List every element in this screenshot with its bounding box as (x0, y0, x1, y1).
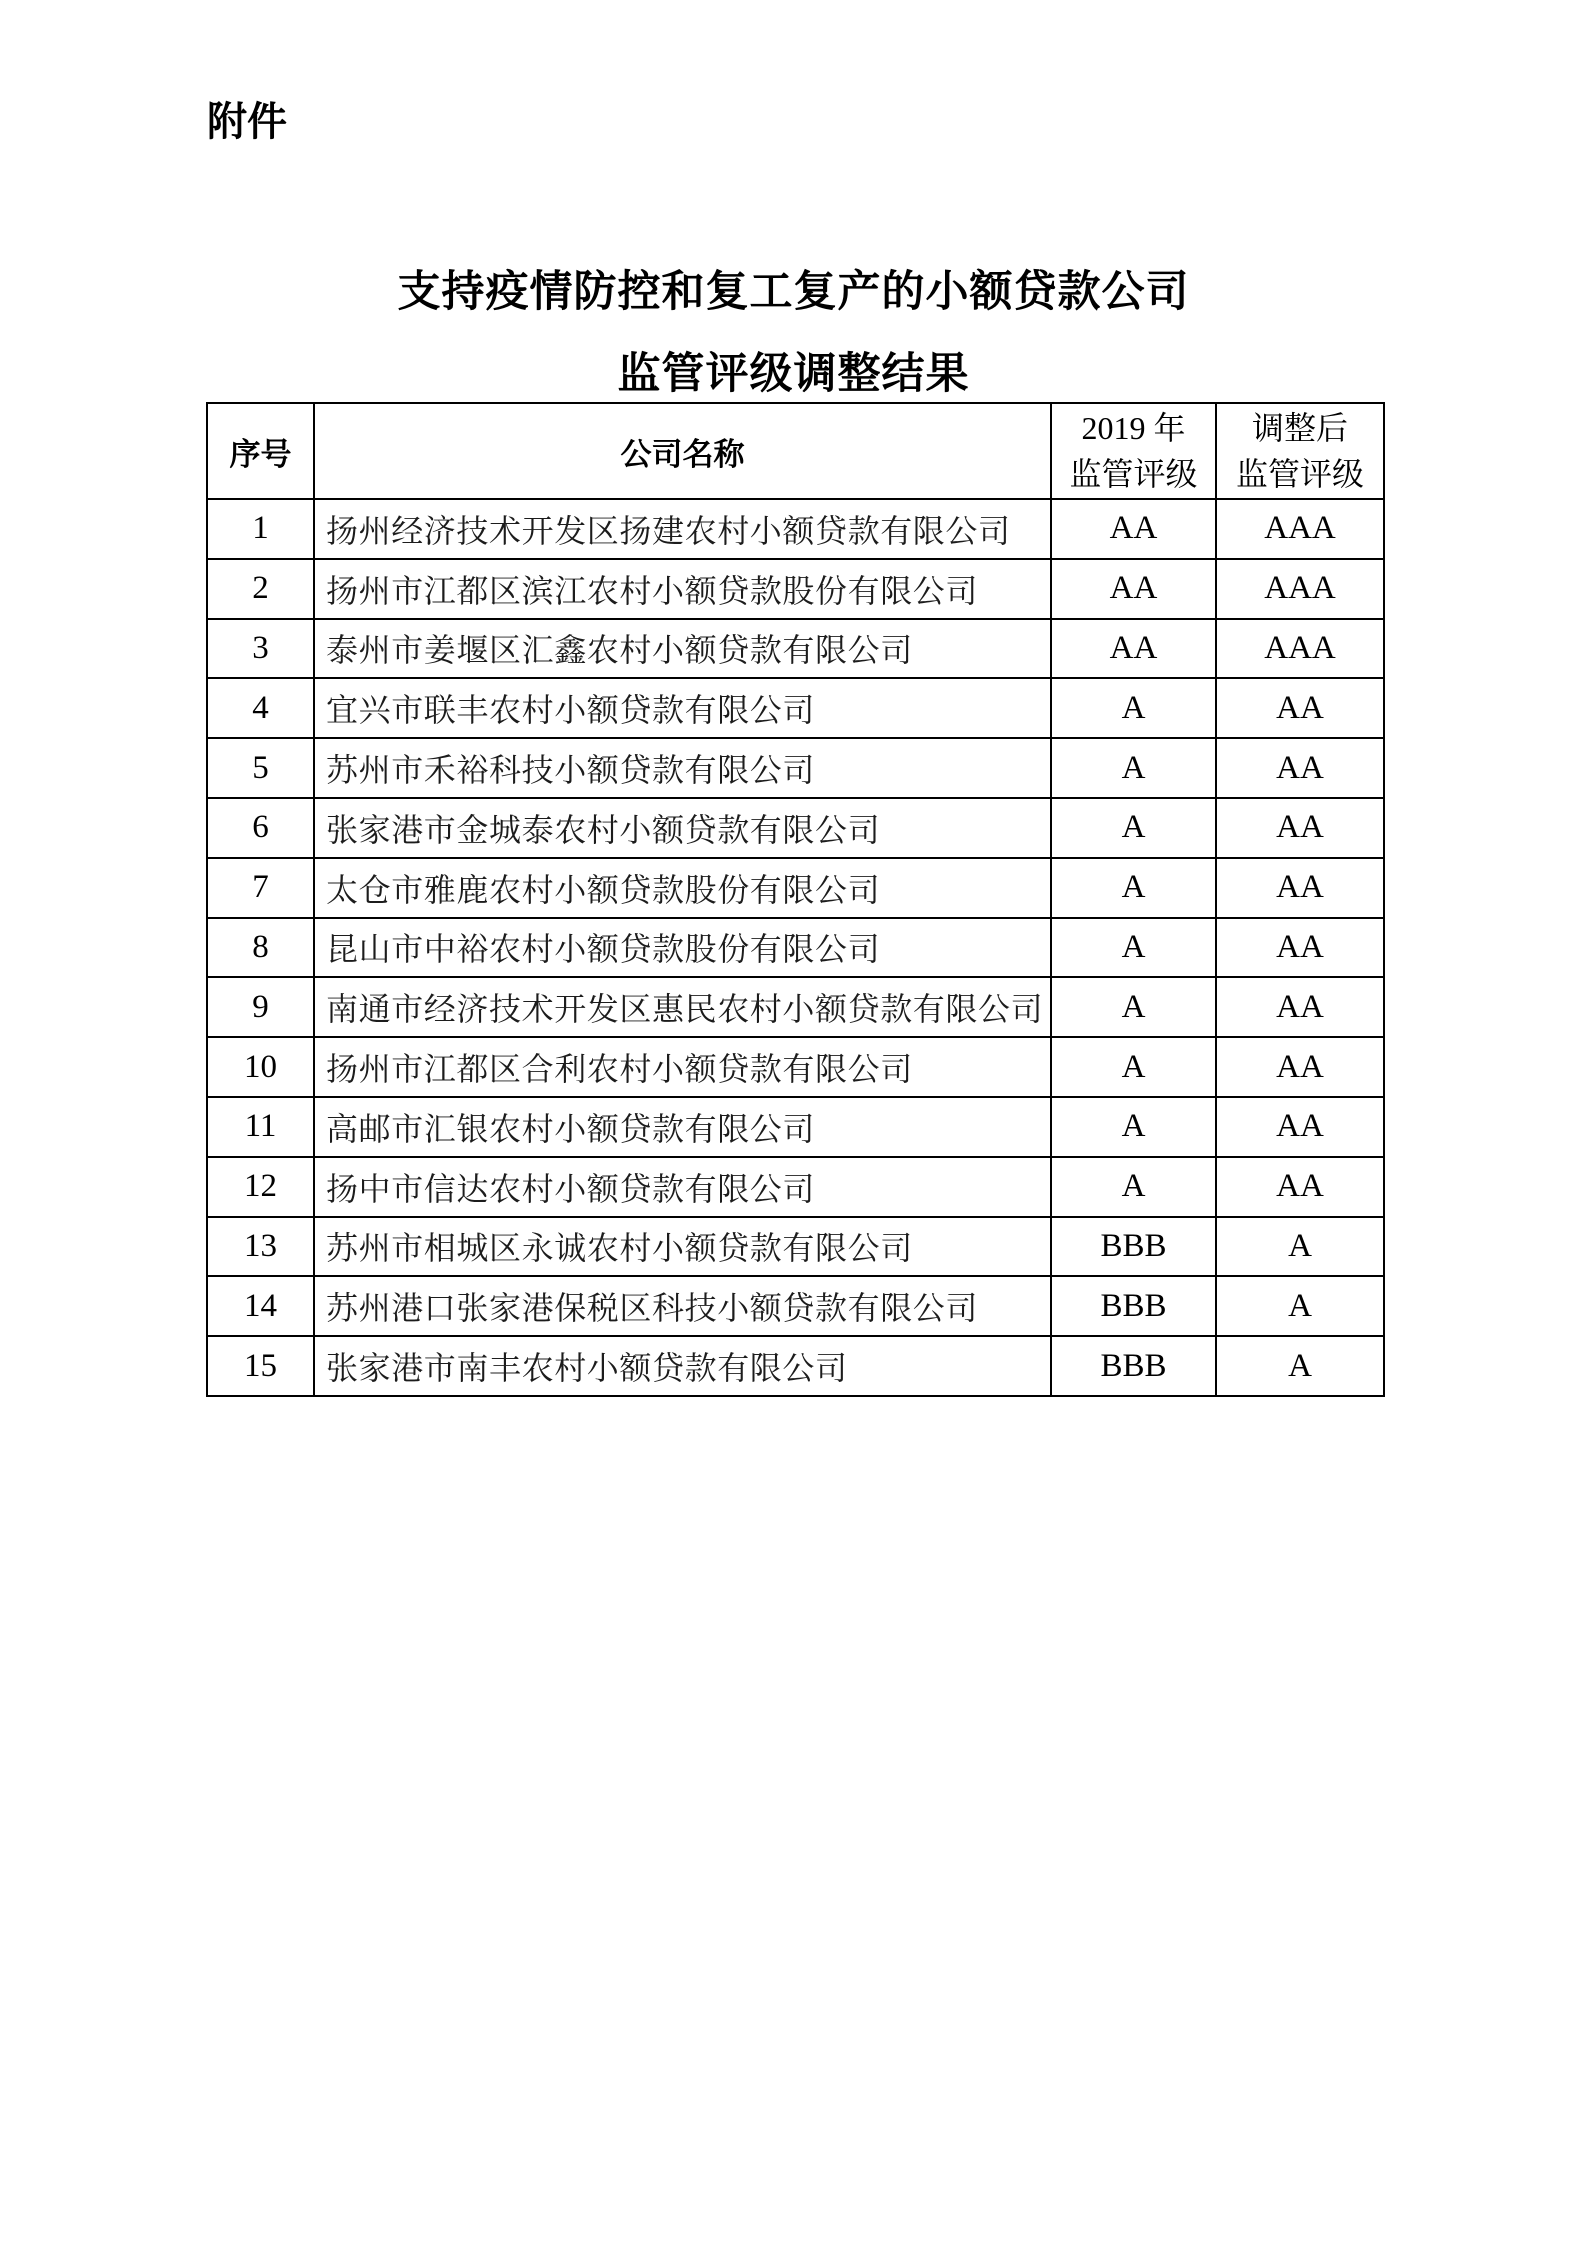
table-row (207, 499, 1384, 559)
company-name-cell: 扬州市江都区合利农村小额贷款有限公司 (314, 1037, 1051, 1097)
row-index-cell: 7 (207, 858, 314, 918)
header-rating-adjusted-line1: 调整后 (1251, 410, 1348, 446)
header-row (207, 403, 1384, 499)
table-row (207, 559, 1384, 619)
rating-adjusted-cell: AA (1216, 1037, 1384, 1097)
company-name-cell: 昆山市中裕农村小额贷款股份有限公司 (314, 918, 1051, 978)
row-index-cell: 14 (207, 1276, 314, 1336)
row-index-cell: 4 (207, 678, 314, 738)
row-index-cell: 12 (207, 1157, 314, 1217)
document-title-line2: 监管评级调整结果 (617, 351, 970, 398)
rating-adjusted-cell: AA (1216, 678, 1384, 738)
rating-adjusted-cell: AA (1216, 798, 1384, 858)
header-rating-adjusted (1216, 403, 1384, 499)
company-name-cell: 扬州市江都区滨江农村小额贷款股份有限公司 (314, 559, 1051, 619)
table-row (207, 1217, 1384, 1277)
rating-2019-cell: BBB (1051, 1336, 1216, 1396)
rating-2019-cell: AA (1051, 619, 1216, 679)
rating-adjusted-cell: AAA (1216, 499, 1384, 559)
rating-adjusted-cell: AA (1216, 858, 1384, 918)
table-row (207, 798, 1384, 858)
row-index-cell: 5 (207, 738, 314, 798)
table-row (207, 1276, 1384, 1336)
company-name-cell: 南通市经济技术开发区惠民农村小额贷款有限公司 (314, 977, 1051, 1037)
company-name-cell: 苏州市禾裕科技小额贷款有限公司 (314, 738, 1051, 798)
document-title (0, 252, 1587, 416)
row-index-cell: 6 (207, 798, 314, 858)
row-index-cell: 11 (207, 1097, 314, 1157)
rating-adjusted-cell: AA (1216, 977, 1384, 1037)
header-index: 序号 (207, 403, 314, 499)
rating-adjusted-cell: AA (1216, 1157, 1384, 1217)
attachment-label: 附件 (207, 100, 287, 144)
table-row (207, 738, 1384, 798)
company-name-cell: 高邮市汇银农村小额贷款有限公司 (314, 1097, 1051, 1157)
table-row (207, 1157, 1384, 1217)
table-row (207, 678, 1384, 738)
rating-adjusted-cell: A (1216, 1336, 1384, 1396)
table-row (207, 858, 1384, 918)
table-row (207, 1097, 1384, 1157)
rating-adjusted-cell: A (1216, 1217, 1384, 1277)
row-index-cell: 15 (207, 1336, 314, 1396)
row-index-cell: 10 (207, 1037, 314, 1097)
company-name-cell: 扬中市信达农村小额贷款有限公司 (314, 1157, 1051, 1217)
rating-2019-cell: A (1051, 977, 1216, 1037)
rating-2019-cell: A (1051, 858, 1216, 918)
rating-adjusted-cell: AA (1216, 738, 1384, 798)
rating-adjusted-cell: AA (1216, 1097, 1384, 1157)
header-rating-2019-line1: 2019 年 (1081, 410, 1186, 446)
company-name-cell: 张家港市南丰农村小额贷款有限公司 (314, 1336, 1051, 1396)
row-index-cell: 9 (207, 977, 314, 1037)
row-index-cell: 13 (207, 1217, 314, 1277)
rating-adjusted-cell: A (1216, 1276, 1384, 1336)
company-name-cell: 宜兴市联丰农村小额贷款有限公司 (314, 678, 1051, 738)
row-index-cell: 2 (207, 559, 314, 619)
rating-table-header (207, 403, 1384, 499)
rating-2019-cell: A (1051, 678, 1216, 738)
rating-2019-cell: AA (1051, 499, 1216, 559)
company-name-cell: 苏州港口张家港保税区科技小额贷款有限公司 (314, 1276, 1051, 1336)
header-company-name: 公司名称 (314, 403, 1051, 499)
header-rating-adjusted-line2: 监管评级 (1235, 456, 1364, 492)
table-row (207, 1336, 1384, 1396)
rating-2019-cell: A (1051, 1157, 1216, 1217)
document-title-line1: 支持疫情防控和复工复产的小额贷款公司 (397, 269, 1190, 316)
company-name-cell: 扬州经济技术开发区扬建农村小额贷款有限公司 (314, 499, 1051, 559)
table-row (207, 619, 1384, 679)
company-name-cell: 张家港市金城泰农村小额贷款有限公司 (314, 798, 1051, 858)
company-name-cell: 太仓市雅鹿农村小额贷款股份有限公司 (314, 858, 1051, 918)
rating-adjusted-cell: AAA (1216, 559, 1384, 619)
rating-2019-cell: A (1051, 918, 1216, 978)
row-index-cell: 8 (207, 918, 314, 978)
header-rating-2019-line2: 监管评级 (1069, 456, 1198, 492)
header-rating-2019 (1051, 403, 1216, 499)
row-index-cell: 1 (207, 499, 314, 559)
rating-table (206, 402, 1385, 1397)
row-index-cell: 3 (207, 619, 314, 679)
rating-table-body (207, 499, 1384, 1396)
rating-2019-cell: A (1051, 738, 1216, 798)
table-row (207, 977, 1384, 1037)
rating-2019-cell: BBB (1051, 1276, 1216, 1336)
company-name-cell: 泰州市姜堰区汇鑫农村小额贷款有限公司 (314, 619, 1051, 679)
rating-adjusted-cell: AA (1216, 918, 1384, 978)
table-row (207, 1037, 1384, 1097)
rating-2019-cell: BBB (1051, 1217, 1216, 1277)
rating-2019-cell: A (1051, 1097, 1216, 1157)
table-row (207, 918, 1384, 978)
rating-2019-cell: AA (1051, 559, 1216, 619)
rating-2019-cell: A (1051, 1037, 1216, 1097)
rating-2019-cell: A (1051, 798, 1216, 858)
company-name-cell: 苏州市相城区永诚农村小额贷款有限公司 (314, 1217, 1051, 1277)
rating-adjusted-cell: AAA (1216, 619, 1384, 679)
